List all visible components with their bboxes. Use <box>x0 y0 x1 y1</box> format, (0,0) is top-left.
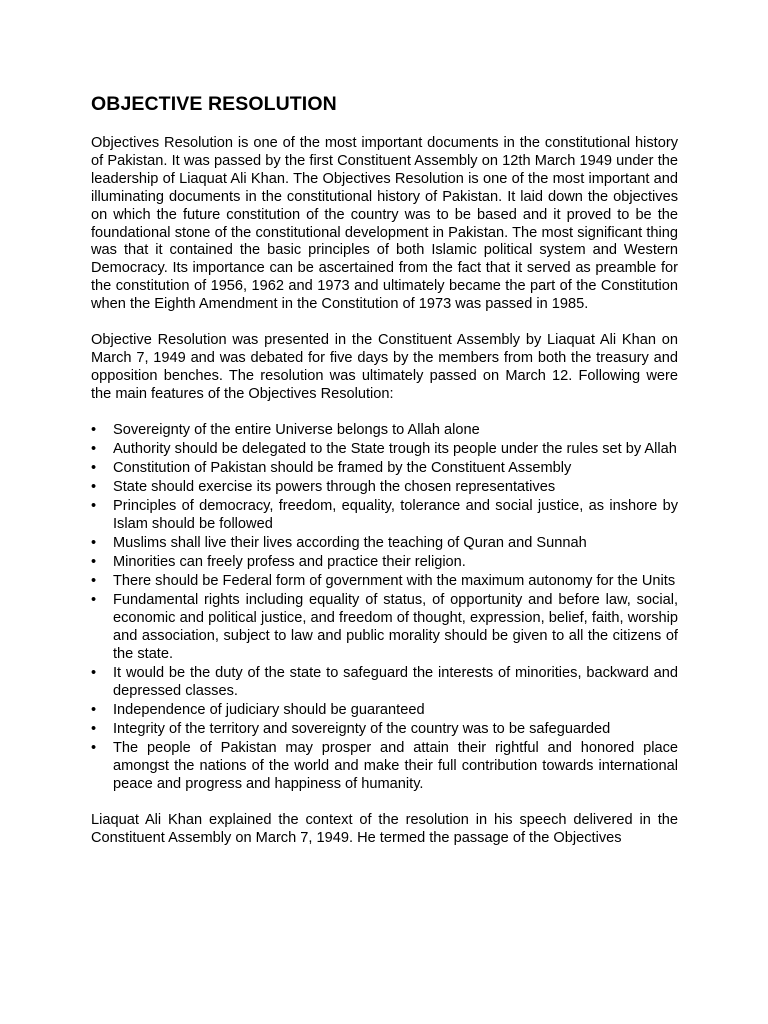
list-item-text: State should exercise its powers through the chosen representatives <box>113 478 556 495</box>
bullet-icon: • <box>91 740 97 757</box>
intro-paragraph: Objectives Resolution is one of the most important documents in the constitutional history of Pakistan. It was passed by the first Constituent Assembly on 12th March 1949 under the leadership of Liaquat Ali Khan. The Objectives Resolution is one of the most important and illuminating documents in the constitutional history of Pakistan. It laid down the objectives on which the future constitution of the country was to be based and it proved to be the foundational stone of the constitutional development in Pakistan. The most significant thing was that it contained the basic principles of both Islamic political system and Western Democracy. Its importance can be ascertained from the fact that it served as preamble for the constitution of 1956, 1962 and 1973 and ultimately became the part of the Constitution when the Eighth Amendment in the Constitution of 1973 was passed in 1985. <box>91 135 678 313</box>
list-item <box>91 573 678 591</box>
list-item-text: The people of Pakistan may prosper and attain their rightful and honored place amongst the nations of the world and make their full contribution towards international peace and progress and happiness of humanity. <box>113 740 678 793</box>
list-item-text: Integrity of the territory and sovereignty of the country was to be safeguarded <box>113 721 611 738</box>
bullet-icon: • <box>91 421 97 438</box>
list-item-text: Constitution of Pakistan should be framed by the Constituent Assembly <box>113 459 572 476</box>
bullet-icon: • <box>91 721 97 738</box>
bullet-icon: • <box>91 535 97 552</box>
list-item <box>91 479 678 497</box>
list-item <box>91 592 678 664</box>
document-title: OBJECTIVE RESOLUTION <box>91 93 337 115</box>
list-item <box>91 422 678 440</box>
list-item-text: Authority should be delegated to the State trough its people under the rules set by Allah <box>113 440 677 457</box>
list-item <box>91 441 678 459</box>
list-item <box>91 721 678 739</box>
closing-paragraph: Liaquat Ali Khan explained the context of the resolution in his speech delivered in the Constituent Assembly on March 7, 1949. He termed the passage of the Objectives <box>91 812 678 846</box>
bullet-icon: • <box>91 573 97 590</box>
bullet-icon: • <box>91 440 97 457</box>
list-item <box>91 665 678 701</box>
list-item-text: Muslims shall live their lives according the teaching of Quran and Sunnah <box>113 535 587 552</box>
list-item <box>91 535 678 553</box>
bullet-icon: • <box>91 554 97 571</box>
features-list <box>91 422 678 794</box>
list-item-text: Independence of judiciary should be guaranteed <box>113 702 425 719</box>
list-item <box>91 702 678 720</box>
list-item <box>91 498 678 534</box>
document-page <box>91 92 678 866</box>
bullet-icon: • <box>91 459 97 476</box>
list-item <box>91 554 678 572</box>
list-item <box>91 460 678 478</box>
bullet-icon: • <box>91 478 97 495</box>
presentation-paragraph: Objective Resolution was presented in the Constituent Assembly by Liaquat Ali Khan on March 7, 1949 and was debated for five days by the members from both the treasury and opposition benches. The resolution was ultimately passed on March 12. Following were the main features of the Objectives Resolution: <box>91 332 678 402</box>
list-item-text: Minorities can freely profess and practice their religion. <box>113 554 466 571</box>
list-item-text: Sovereignty of the entire Universe belongs to Allah alone <box>113 421 480 438</box>
bullet-icon: • <box>91 592 97 609</box>
bullet-icon: • <box>91 702 97 719</box>
list-item <box>91 740 678 794</box>
bullet-icon: • <box>91 665 97 682</box>
list-item-text: Fundamental rights including equality of status, of opportunity and before law, social, economic and political justice, and freedom of thought, expression, belief, faith, worship and association, subject to law and public morality should be given to all the citizens of the state. <box>113 592 678 663</box>
list-item-text: There should be Federal form of government with the maximum autonomy for the Units <box>113 573 676 590</box>
list-item-text: Principles of democracy, freedom, equality, tolerance and social justice, as inshore by Islam should be followed <box>113 498 678 532</box>
bullet-icon: • <box>91 498 97 515</box>
list-item-text: It would be the duty of the state to safeguard the interests of minorities, backward and depressed classes. <box>113 665 678 700</box>
